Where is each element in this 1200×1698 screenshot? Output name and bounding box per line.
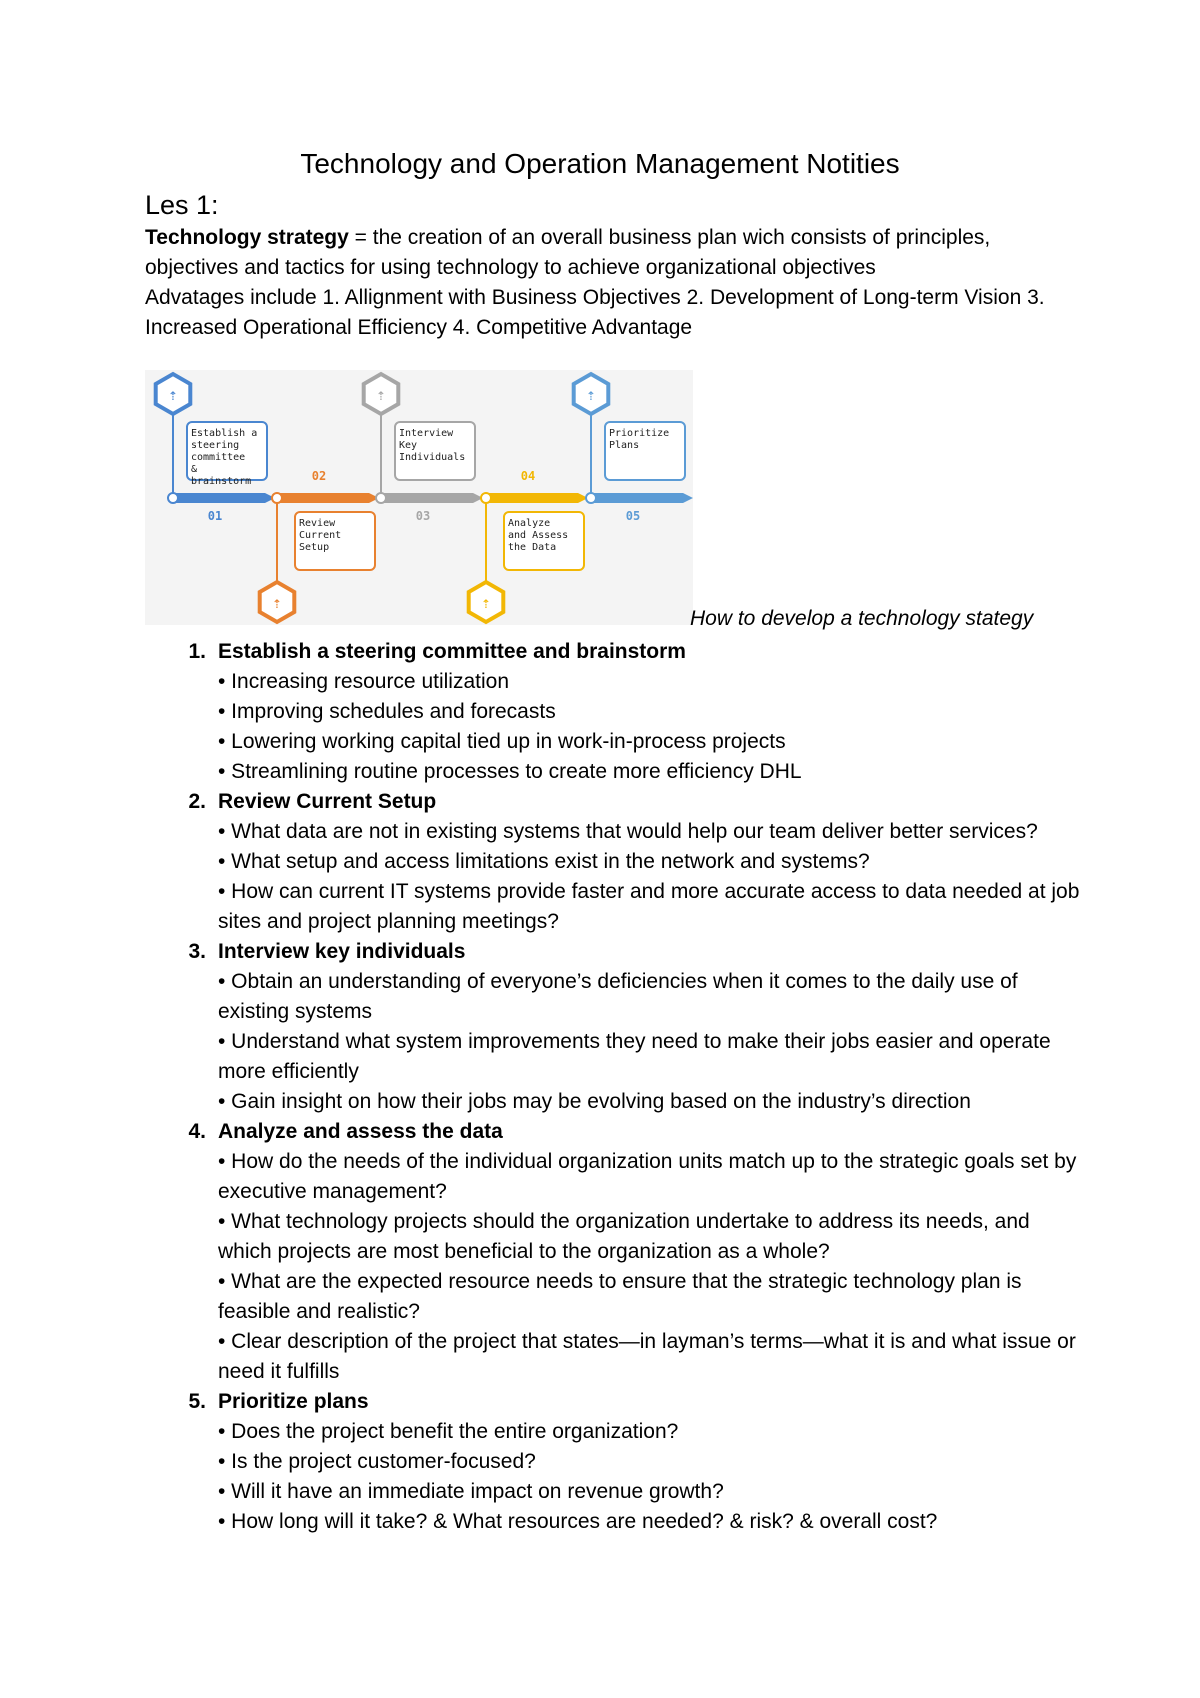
section-heading bbox=[145, 637, 1085, 667]
strategy-diagram bbox=[145, 370, 693, 625]
rocket-icon: ⇡ bbox=[376, 385, 386, 404]
step-box-text: Individuals bbox=[399, 452, 466, 463]
step-number-label: 03 bbox=[415, 509, 431, 523]
section-heading-text: Interview key individuals bbox=[218, 940, 466, 963]
bullet-item: • Gain insight on how their jobs may be evolving based on the industry’s direction bbox=[218, 1090, 971, 1113]
timeline-node bbox=[376, 493, 386, 503]
step-number-label: 02 bbox=[311, 469, 327, 483]
section-heading-text: Establish a steering committee and brainstorm bbox=[218, 640, 686, 663]
bullet-item: • How can current IT systems provide faster and more accurate access to data needed at job sites and project planning meetings? bbox=[218, 880, 1080, 933]
bullet-item: • Lowering working capital tied up in work-in-process projects bbox=[218, 730, 786, 753]
timeline-arrow bbox=[488, 493, 588, 503]
section-number: 2. bbox=[188, 790, 206, 813]
section-heading-text: Prioritize plans bbox=[218, 1390, 369, 1413]
bullet-item: • Improving schedules and forecasts bbox=[218, 700, 556, 723]
diagram-caption: How to develop a technology stategy bbox=[690, 607, 1034, 630]
section-heading bbox=[145, 937, 1085, 967]
definition-text: = the creation of an overall business plan wich consists of principles, objectives and tactics for using technology to achieve organizational objectives bbox=[145, 226, 991, 279]
bullet-item: • What setup and access limitations exist in the network and systems? bbox=[218, 850, 870, 873]
step-box-text: and Assess bbox=[508, 530, 569, 541]
bullet-item: • Will it have an immediate impact on revenue growth? bbox=[218, 1480, 724, 1503]
section-heading bbox=[145, 1387, 1085, 1417]
step-box-text: Setup bbox=[299, 542, 330, 553]
step-box-text: Current bbox=[299, 530, 342, 541]
step-number-label: 01 bbox=[207, 509, 223, 523]
step-box-text: & bbox=[191, 464, 198, 475]
bullet-item: • Obtain an understanding of everyone’s deficiencies when it comes to the daily use of existing systems bbox=[218, 970, 1018, 1023]
bullet-item: • What technology projects should the organization undertake to address its needs, and which projects are most beneficial to the organization as a whole? bbox=[218, 1210, 1030, 1263]
section-number: 3. bbox=[188, 940, 206, 963]
bullet-item: • Understand what system improvements they need to make their jobs easier and operate more efficiently bbox=[218, 1030, 1051, 1083]
step-box-text: Key bbox=[399, 440, 418, 451]
rocket-icon: ⇡ bbox=[168, 385, 178, 404]
step-box-text: steering bbox=[191, 440, 240, 451]
step-box-text: Establish a bbox=[191, 428, 258, 439]
step-box-text: Analyze bbox=[508, 518, 551, 529]
timeline-arrow bbox=[383, 493, 483, 503]
section-heading-text: Review Current Setup bbox=[218, 790, 437, 813]
definition-paragraph bbox=[145, 223, 1085, 283]
bullet-item: • What are the expected resource needs to ensure that the strategic technology plan is feasible and realistic? bbox=[218, 1270, 1022, 1323]
step-box-text: the Data bbox=[508, 542, 557, 553]
rocket-icon: ⇡ bbox=[481, 593, 491, 612]
section-heading-text: Analyze and assess the data bbox=[218, 1120, 503, 1143]
timeline-arrow bbox=[279, 493, 379, 503]
timeline-arrow bbox=[593, 493, 693, 503]
timeline-node bbox=[272, 493, 282, 503]
section-number: 1. bbox=[188, 640, 206, 663]
bullet-item: • Does the project benefit the entire organization? bbox=[218, 1420, 679, 1443]
section-number: 5. bbox=[188, 1390, 206, 1413]
step-box-text: Review bbox=[299, 518, 336, 529]
section-number: 4. bbox=[188, 1120, 206, 1143]
bullet-item: • Increasing resource utilization bbox=[218, 670, 509, 693]
advantages-paragraph: Advatages include 1. Allignment with Business Objectives 2. Development of Long-term Vision 3. Increased Operational Efficiency 4. Competitive Advantage bbox=[145, 286, 1045, 339]
step-box-text: Plans bbox=[609, 440, 640, 451]
bullet-item: • How do the needs of the individual organization units match up to the strategic goals set by executive management? bbox=[218, 1150, 1077, 1203]
step-box-text: brainstorm bbox=[191, 476, 252, 487]
section-heading bbox=[145, 1117, 1085, 1147]
step-box-text: Interview bbox=[399, 428, 454, 439]
timeline-node bbox=[586, 493, 596, 503]
lesson-heading: Les 1: bbox=[145, 190, 219, 220]
bullet-item: • Streamlining routine processes to create more efficiency DHL bbox=[218, 760, 802, 783]
bullet-item: • What data are not in existing systems that would help our team deliver better services? bbox=[218, 820, 1038, 843]
steps-list bbox=[145, 637, 1085, 1537]
step-box-text: committee bbox=[191, 452, 246, 463]
section-heading bbox=[145, 787, 1085, 817]
timeline-node bbox=[481, 493, 491, 503]
rocket-icon: ⇡ bbox=[586, 385, 596, 404]
strategy-diagram-svg bbox=[145, 370, 693, 625]
timeline-arrow bbox=[175, 493, 275, 503]
definition-term: Technology strategy bbox=[145, 226, 349, 249]
bullet-item: • Clear description of the project that states—in layman’s terms—what it is and what issue or need it fulfills bbox=[218, 1330, 1076, 1383]
bullet-item: • How long will it take? & What resources are needed? & risk? & overall cost? bbox=[218, 1510, 938, 1533]
intro-paragraph bbox=[145, 223, 1085, 343]
step-box-text: Prioritize bbox=[609, 428, 670, 439]
rocket-icon: ⇡ bbox=[272, 593, 282, 612]
bullet-item: • Is the project customer-focused? bbox=[218, 1450, 536, 1473]
timeline-node bbox=[168, 493, 178, 503]
page-title: Technology and Operation Management Notities bbox=[300, 148, 900, 179]
step-number-label: 05 bbox=[625, 509, 641, 523]
step-number-label: 04 bbox=[520, 469, 536, 483]
